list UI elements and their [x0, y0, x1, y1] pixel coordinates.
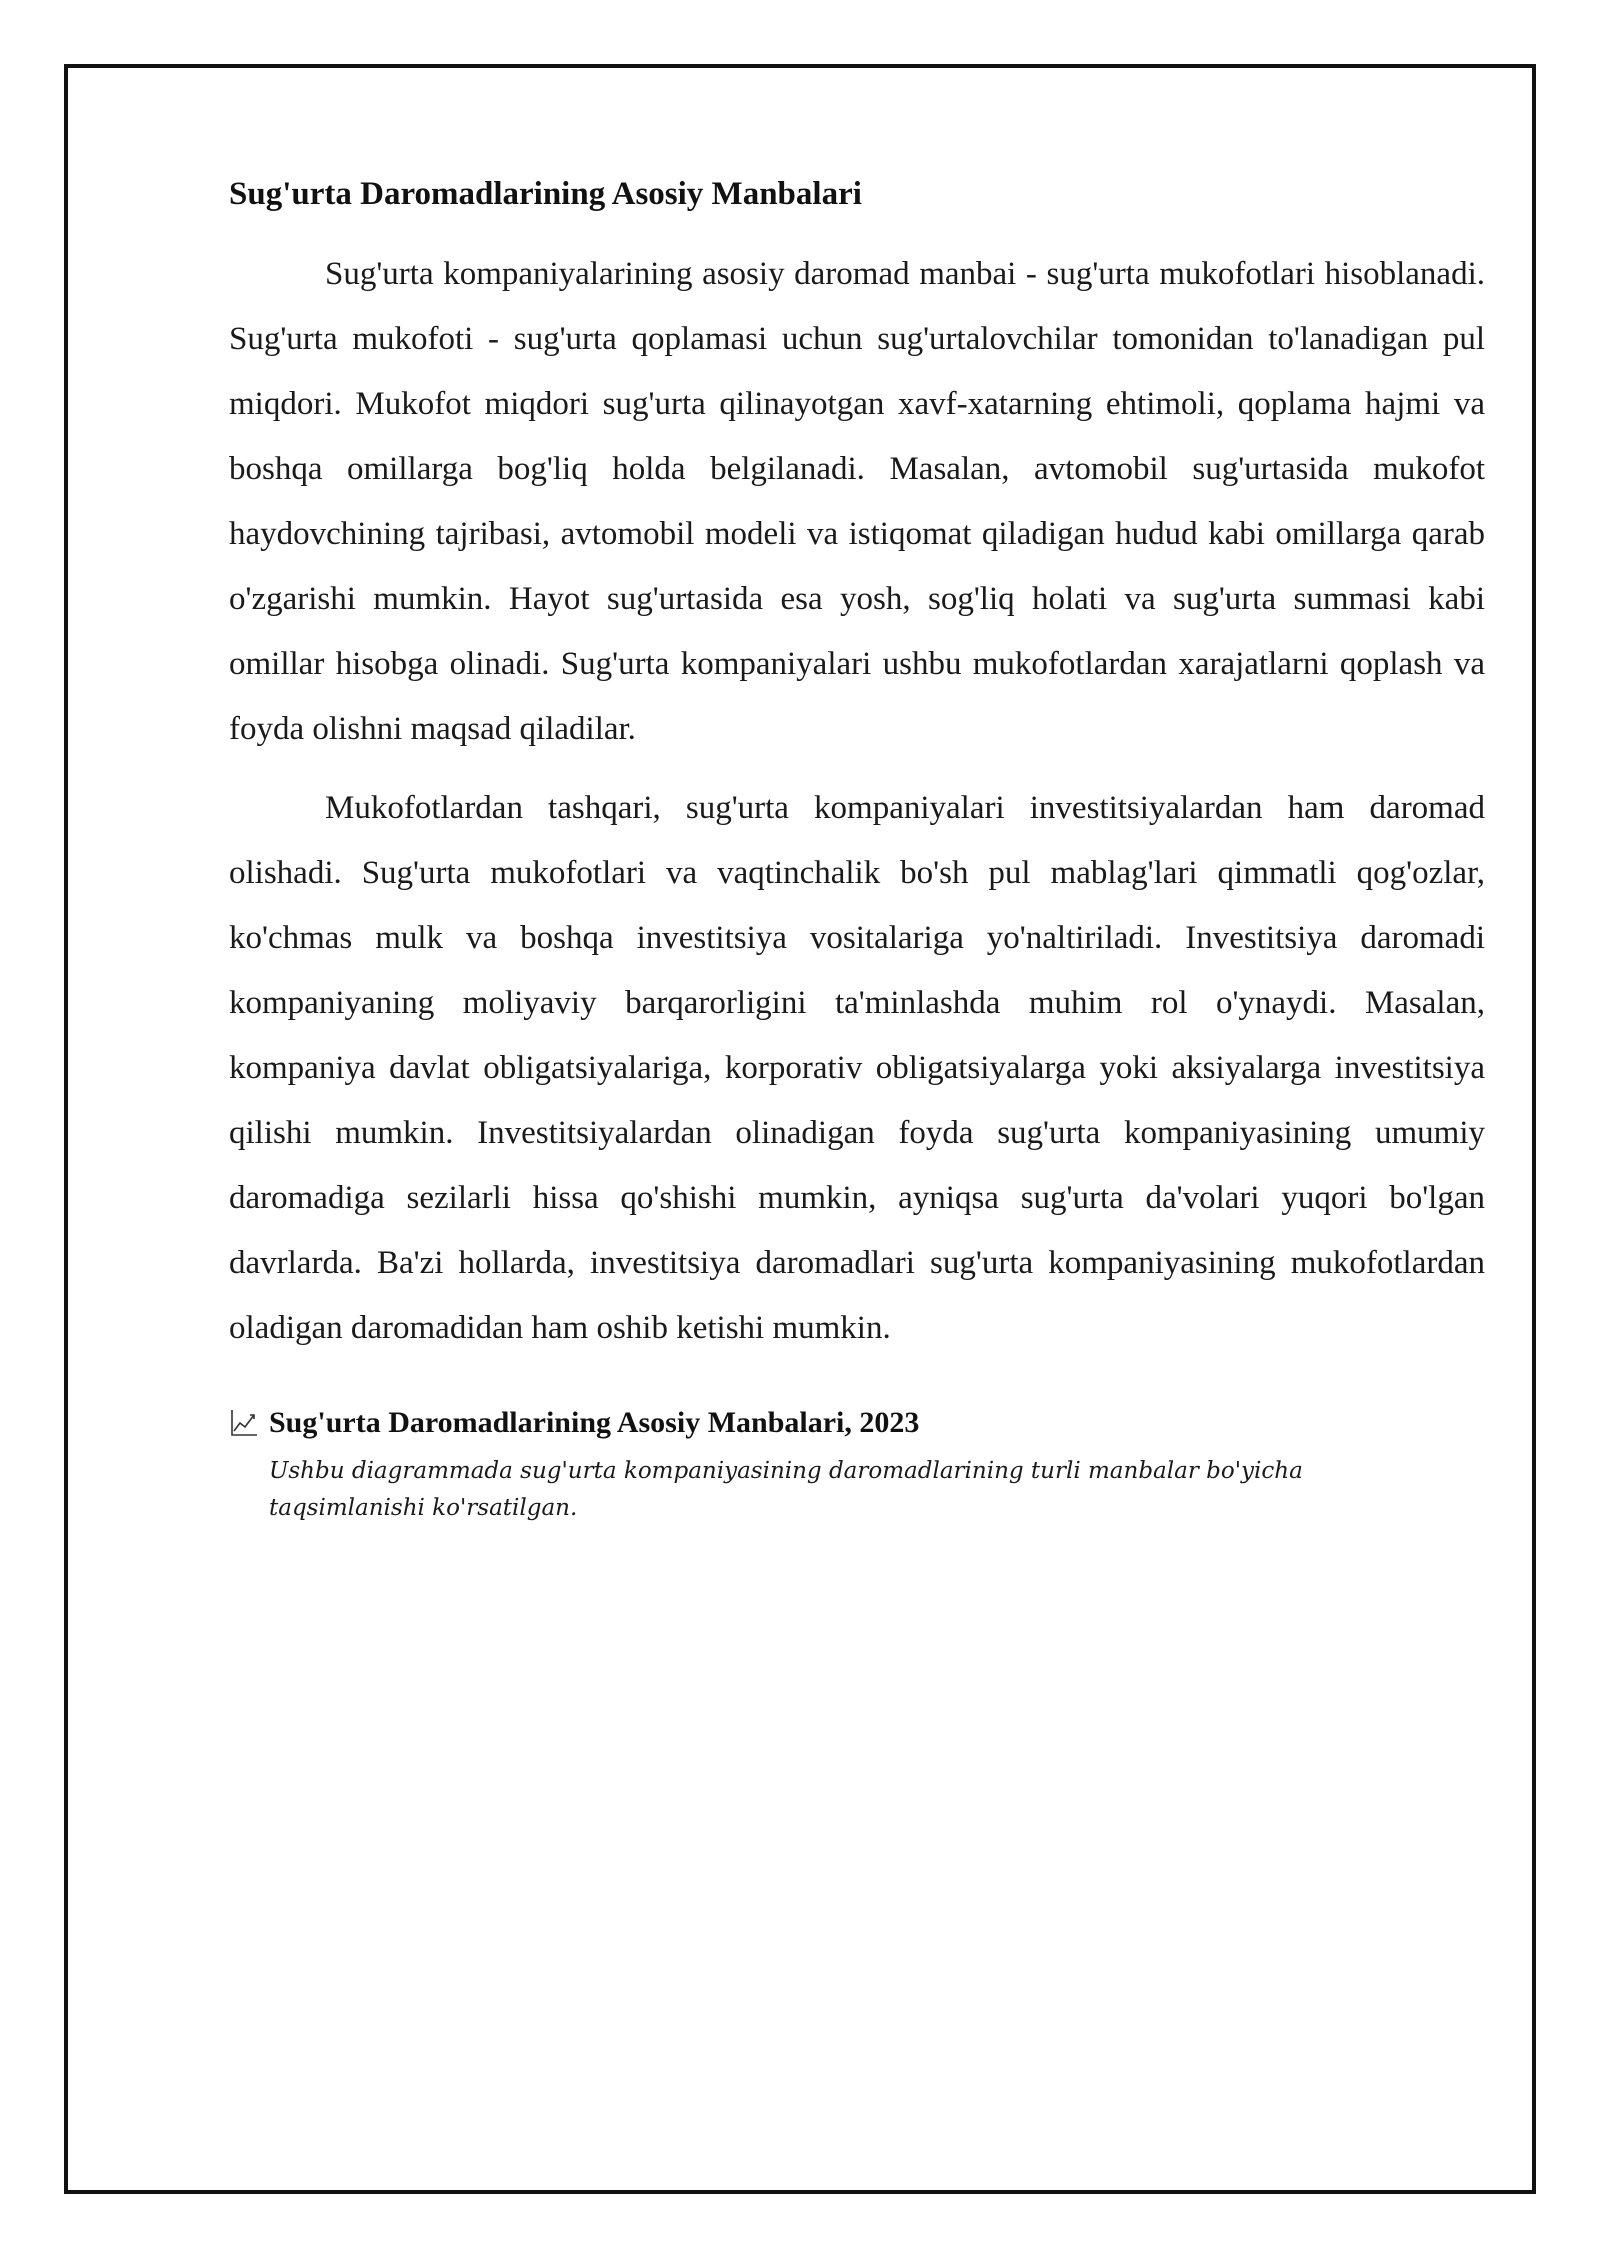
line-chart-icon: [229, 1408, 259, 1438]
figure-title-row: [229, 1403, 1485, 1443]
figure-caption: Ushbu diagrammada sug'urta kompaniyasining daromadlarining turli manbalar bo'yicha taqsimlanishi ko'rsatilgan.: [269, 1458, 1303, 1521]
document-content: [229, 170, 1485, 1527]
paragraph-premiums: Sug'urta kompaniyalarining asosiy daromad manbai - sug'urta mukofotlari hisoblanadi. Sug'urta mukofoti - sug'urta qoplamasi uchun sug'urtalovchilar tomonidan to'lanadigan pul miqdori. Mukofot miqdori sug'urta qilinayotgan xavf-xatarning ehtimoli, qoplama hajmi va boshqa omillarga bog'liq holda belgilanadi. Masalan, avtomobil sug'urtasida mukofot haydovchining tajribasi, avtomobil modeli va istiqomat qiladigan hudud kabi omillarga qarab o'zgarishi mumkin. Hayot sug'urtasida esa yosh, sog'liq holati va sug'urta summasi kabi omillar hisobga olinadi. Sug'urta kompaniyalari ushbu mukofotlardan xarajatlarni qoplash va foyda olishni maqsad qiladilar.: [229, 256, 1485, 747]
figure-block: [229, 1403, 1485, 1527]
figure-title: Sug'urta Daromadlarining Asosiy Manbalari, 2023: [269, 1406, 920, 1439]
paragraph-investments: Mukofotlardan tashqari, sug'urta kompaniyalari investitsiyalardan ham daromad olishadi. Sug'urta mukofotlari va vaqtinchalik bo'sh pul mablag'lari qimmatli qog'ozlar, ko'chmas mulk va boshqa investitsiya vositalariga yo'naltiriladi. Investitsiya daromadi kompaniyaning moliyaviy barqarorligini ta'minlashda muhim rol o'ynaydi. Masalan, kompaniya davlat obligatsiyalariga, korporativ obligatsiyalarga yoki aksiyalarga investitsiya qilishi mumkin. Investitsiyalardan olinadigan foyda sug'urta kompaniyasining umumiy daromadiga sezilarli hissa qo'shishi mumkin, ayniqsa sug'urta da'volari yuqori bo'lgan davrlarda. Ba'zi hollarda, investitsiya daromadlari sug'urta kompaniyasining mukofotlardan oladigan daromadidan ham oshib ketishi mumkin.: [229, 790, 1485, 1346]
section-heading: Sug'urta Daromadlarining Asosiy Manbalari: [229, 176, 862, 212]
